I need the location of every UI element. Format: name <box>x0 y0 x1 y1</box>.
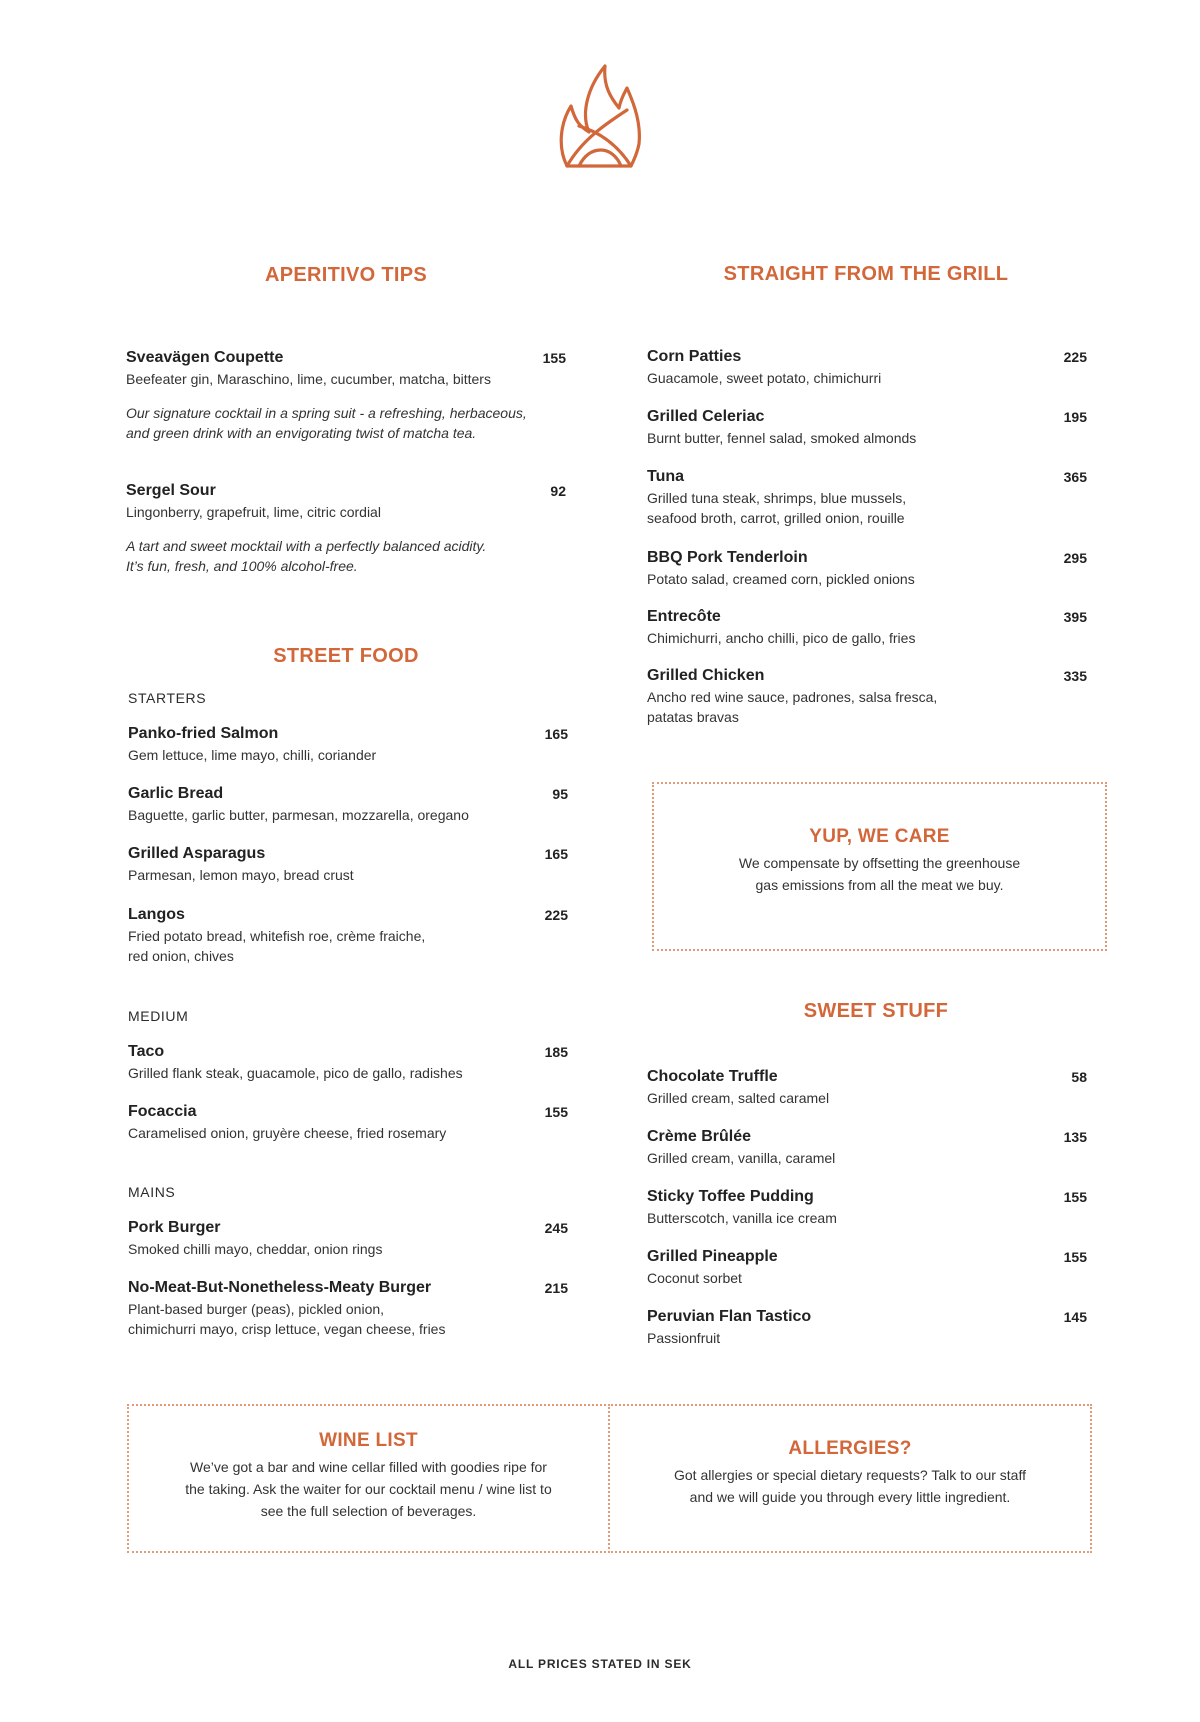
item-price: 185 <box>544 1044 568 1060</box>
menu-item <box>647 347 1087 388</box>
menu-item <box>128 844 568 885</box>
menu-item <box>126 481 566 522</box>
item-name: Tuna <box>647 468 685 485</box>
note-line: It’s fun, fresh, and 100% alcohol-free. <box>126 558 358 574</box>
menu-item <box>128 1102 568 1143</box>
menu-item <box>647 548 1087 589</box>
note-line: Our signature cocktail in a spring suit - a refreshing, herbaceous, <box>126 405 527 421</box>
menu-item <box>647 1307 1087 1348</box>
item-description: Coconut sorbet <box>647 1270 742 1286</box>
item-price: 155 <box>544 1104 568 1120</box>
note-line: and green drink with an envigorating twist of matcha tea. <box>126 425 477 441</box>
menu-item <box>647 666 1087 727</box>
menu-item <box>126 348 566 389</box>
menu-item <box>128 1218 568 1259</box>
menu-item <box>647 1127 1087 1168</box>
item-price: 335 <box>1063 668 1087 684</box>
care-box <box>652 782 1107 951</box>
item-name: Grilled Celeriac <box>647 408 765 425</box>
item-description: Plant-based burger (peas), pickled onion, <box>128 1301 385 1317</box>
menu-item <box>647 1067 1087 1108</box>
item-price: 95 <box>552 786 568 802</box>
care-text <box>654 852 1105 896</box>
care-line: We compensate by offsetting the greenhouse <box>738 855 1021 871</box>
allergies-box <box>608 1404 1092 1553</box>
item-name: Panko-fried Salmon <box>128 725 279 742</box>
item-price: 135 <box>1063 1129 1087 1145</box>
item-description: Burnt butter, fennel salad, smoked almonds <box>647 430 917 446</box>
sweet-title: SWEET STUFF <box>803 1000 949 1022</box>
item-description: patatas bravas <box>647 709 739 725</box>
item-name: No-Meat-But-Nonetheless-Meaty Burger <box>128 1279 432 1296</box>
item-name: BBQ Pork Tenderloin <box>647 549 808 566</box>
item-description: Fried potato bread, whitefish roe, crème fraiche, <box>128 928 426 944</box>
item-description: seafood broth, carrot, grilled onion, rouille <box>647 510 905 526</box>
item-name: Corn Patties <box>647 348 742 365</box>
item-price: 245 <box>544 1220 568 1236</box>
wine-list-line: We’ve got a bar and wine cellar filled with goodies ripe for <box>190 1459 547 1475</box>
aperitivo-title: APERITIVO TIPS <box>264 264 427 286</box>
item-name: Pork Burger <box>128 1219 221 1236</box>
item-price: 155 <box>1063 1249 1087 1265</box>
menu-item <box>128 724 568 765</box>
item-price: 215 <box>544 1280 568 1296</box>
menu-item <box>128 1042 568 1083</box>
item-description: Parmesan, lemon mayo, bread crust <box>128 867 354 883</box>
item-price: 92 <box>550 483 566 499</box>
menu-item <box>128 784 568 825</box>
item-price: 395 <box>1063 609 1087 625</box>
item-name: Grilled Pineapple <box>647 1248 778 1265</box>
item-description: Caramelised onion, gruyère cheese, fried rosemary <box>128 1125 447 1141</box>
wine-list-title: WINE LIST <box>319 1430 418 1451</box>
item-description: Guacamole, sweet potato, chimichurri <box>647 370 882 386</box>
item-description: Grilled tuna steak, shrimps, blue mussels, <box>647 490 907 506</box>
item-name: Sticky Toffee Pudding <box>647 1188 814 1205</box>
item-name: Peruvian Flan Tastico <box>647 1308 812 1325</box>
prices-footer: ALL PRICES STATED IN SEK <box>508 1657 692 1671</box>
street-food-title: STREET FOOD <box>273 645 419 667</box>
menu-item <box>647 407 1087 448</box>
item-description: Lingonberry, grapefruit, lime, citric cordial <box>126 504 381 520</box>
grill-title: STRAIGHT FROM THE GRILL <box>723 263 1009 285</box>
item-description: Chimichurri, ancho chilli, pico de gallo, fries <box>647 630 916 646</box>
item-description: Butterscotch, vanilla ice cream <box>647 1210 837 1226</box>
flame-icon <box>555 62 645 172</box>
item-name: Entrecôte <box>647 608 721 625</box>
medium-label: MEDIUM <box>128 1008 189 1024</box>
item-description: Grilled flank steak, guacamole, pico de gallo, radishes <box>128 1065 463 1081</box>
item-description: Grilled cream, vanilla, caramel <box>647 1150 836 1166</box>
item-description: Ancho red wine sauce, padrones, salsa fresca, <box>647 689 938 705</box>
item-name: Sergel Sour <box>126 482 216 499</box>
wine-list-line: the taking. Ask the waiter for our cocktail menu / wine list to <box>185 1481 552 1497</box>
starters-label: STARTERS <box>128 690 207 706</box>
wine-list-text <box>129 1456 608 1522</box>
item-name: Chocolate Truffle <box>647 1068 778 1085</box>
allergies-line: Got allergies or special dietary requests? Talk to our staff <box>674 1467 1026 1483</box>
menu-item <box>647 467 1087 528</box>
wine-list-line: see the full selection of beverages. <box>260 1503 477 1519</box>
allergies-text <box>610 1464 1090 1508</box>
item-description: Potato salad, creamed corn, pickled onions <box>647 571 915 587</box>
item-description: Passionfruit <box>647 1330 721 1346</box>
item-description: Baguette, garlic butter, parmesan, mozzarella, oregano <box>128 807 469 823</box>
wine-list-box <box>127 1404 610 1553</box>
item-description: chimichurri mayo, crisp lettuce, vegan cheese, fries <box>128 1321 446 1337</box>
item-price: 58 <box>1071 1069 1087 1085</box>
item-price: 155 <box>1063 1189 1087 1205</box>
item-name: Sveavägen Coupette <box>126 349 284 366</box>
note-line: A tart and sweet mocktail with a perfectly balanced acidity. <box>126 538 487 554</box>
item-description: Beefeater gin, Maraschino, lime, cucumber, matcha, bitters <box>126 371 491 387</box>
item-name: Grilled Asparagus <box>128 845 266 862</box>
care-title: YUP, WE CARE <box>809 826 950 847</box>
care-line: gas emissions from all the meat we buy. <box>755 877 1004 893</box>
item-note <box>126 536 566 576</box>
menu-item <box>128 905 568 966</box>
item-name: Grilled Chicken <box>647 667 765 684</box>
mains-label: MAINS <box>128 1184 176 1200</box>
menu-item <box>128 1278 568 1339</box>
item-price: 225 <box>544 907 568 923</box>
item-name: Garlic Bread <box>128 785 224 802</box>
allergies-line: and we will guide you through every little ingredient. <box>689 1489 1011 1505</box>
menu-item <box>647 607 1087 648</box>
item-description: red onion, chives <box>128 948 234 964</box>
item-name: Focaccia <box>128 1103 197 1120</box>
item-price: 165 <box>544 726 568 742</box>
item-price: 145 <box>1063 1309 1087 1325</box>
item-name: Taco <box>128 1043 165 1060</box>
item-price: 165 <box>544 846 568 862</box>
item-note <box>126 403 566 443</box>
menu-item <box>647 1187 1087 1228</box>
item-description: Smoked chilli mayo, cheddar, onion rings <box>128 1241 383 1257</box>
allergies-title: ALLERGIES? <box>788 1438 912 1459</box>
item-price: 295 <box>1063 550 1087 566</box>
item-name: Langos <box>128 906 185 923</box>
item-description: Gem lettuce, lime mayo, chilli, coriander <box>128 747 377 763</box>
item-price: 155 <box>542 350 566 366</box>
item-price: 225 <box>1063 349 1087 365</box>
item-price: 195 <box>1063 409 1087 425</box>
item-description: Grilled cream, salted caramel <box>647 1090 830 1106</box>
item-name: Crème Brûlée <box>647 1128 752 1145</box>
menu-item <box>647 1247 1087 1288</box>
item-price: 365 <box>1063 469 1087 485</box>
